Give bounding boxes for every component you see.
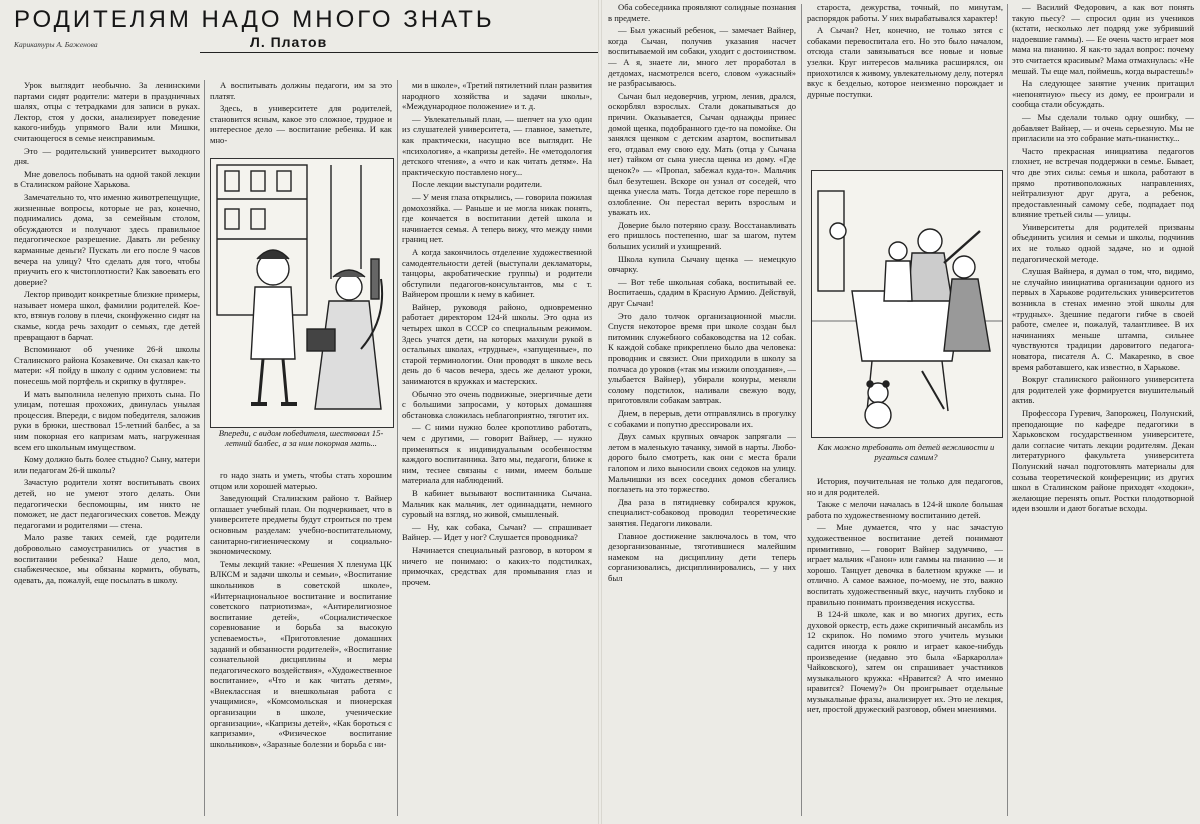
paragraph: Профессора Гуревич, Запорожец, Полунский, преподающие по кафедре педагогики в Харьковском государственном университете, дали согласие читать лекции родителям. Декан литературного факультета университета Полунский начал подготовлять материалы для созыва теоретической конференции; из других школ в Сталинском районе приходят «ходоки», желающие перенять опыт. Ростки плодотворной идеи взошли и дают богатые всходы. (1012, 407, 1194, 514)
right-page (602, 0, 1200, 824)
paragraph: Здесь, в университете для родителей, становится ясным, какое это сложное, трудное и интересное дело — воспитание ребенка. И как мно- (210, 103, 392, 145)
paragraph: Это дало толчок организационной мысли. Спустя некоторое время при школе создан был питомник служебного собаководства на 12 собак. К каждой собаке прикреплено было два человека: проводник и связист. Они приходили в школу за полчаса до уроков («так мы изжили опоздания», — улыбается Вайнер), убирали конуры, меняли солому подстилок, наливали свежую воду, приготовляли собакам завтрак. (608, 310, 796, 406)
left-page (0, 0, 598, 824)
left-column-1 (14, 80, 200, 820)
paragraph: На следующее занятие ученик притащил «непонятную» пьесу из дому, ее проиграли и сообща стали обсуждать. (1012, 78, 1194, 110)
paragraph: Урок выглядит необычно. За ленинскими партами сидят родители: матери в праздничных шалях, отцы с тетрадками для записи в руках. Лектор, стоя у доски, анализирует поведение какого-нибудь упрямого Вали или Мишки, считающегося в семье неисправимым. (14, 80, 200, 143)
paragraph: — Увлекательный план, — шепчет на ухо один из слушателей университета, — главное, заметьте, как практически, насущно все выглядит. Не «психология», а «капризы детей». Не «методология детского чтения», а «что и как читать детям». На практическую поставлено ногу... (402, 113, 592, 177)
paragraph: В кабинет вызывают воспитанника Сычана. Мальчик как мальчик, лет одиннадцати, немного суровый на взгляд, но живой, смышленый. (402, 487, 592, 520)
paragraph: Замечательно то, что именно животрепещущие, жизненные вопросы, которые не раз, конечно, поднимались дома, за семейным столом, обсуждаются и получают здесь правильное педагогическое разрешение. Давать ли ребенку карманные деньги? Пускать ли его после 9 часов вечера на улицу? Что сделать для того, чтобы приучить его к чистоплотности? Как завоевать его доверие? (14, 191, 200, 287)
right-column-3 (1012, 2, 1194, 820)
paragraph: Сычан был недоверчив, угрюм, ленив, дрался, оскорблял взрослых. Стали докапываться до причин. Оказывается, Сычан однажды принес домой щенка, подобранного где-то на помойке. Он занялся щенком с детским азартом, воспитывал его, отдавал ему свою еду. Мать (отца у Сычана нет) тайком от сына унесла щенка из дому. «Где щенок?» — «Пропал, забежал куда-то». Мальчик был безутешен. Вскоре он узнал от соседей, что щенка унесла мать. Тогда детское горе перешло в озлобление. Он перестал верить взрослым и уважать их. (608, 90, 796, 218)
right-column-2-bottom (807, 476, 1003, 820)
paragraph: Это — родительский университет выходного дня. (14, 145, 200, 167)
paragraph: Мало разве таких семей, где родители добровольно самоустранились от участия в воспитании ребенка? Наше дело, мол, снабженческое, мы обязаны кормить, обувать, одевать, да, пожалуй, еще посылать в школу. (14, 532, 200, 585)
paragraph: Также с мелочи началась в 124-й школе большая работа по художественному воспитанию детей. (807, 499, 1003, 520)
paragraph: Кому должно быть более стыдно? Сыну, матери или педагогам 26-й школы? (14, 454, 200, 475)
paragraph: — Вот тебе школьная собака, воспитывай ее. Воспитаешь, сдадим в Красную Армию. Действуй, друг Сычан! (608, 276, 796, 309)
article-title: РОДИТЕЛЯМ НАДО МНОГО ЗНАТЬ (14, 6, 495, 33)
paragraph: Университеты для родителей призваны объединить усилия и семьи и школы, подчинив их не только одной задаче, но и одной педагогической методе. (1012, 221, 1194, 264)
paragraph: — Ну, как собака, Сычан? — спрашивает Вайнер. — Идет у ног? Слушается проводника? (402, 521, 592, 543)
paragraph: Вокруг сталинского районного университета для родителей уже формируется внушительный актив. (1012, 374, 1194, 406)
paragraph: староста, дежурства, точный, по минутам, распорядок работы. У них вырабатывался характер! (807, 2, 1003, 23)
paragraph: Лектор приводит конкретные близкие примеры, называет номера школ, фамилии родителей. Кое-кто, втянув голову в плечи, сконфуженно сидят на скамье, когда речь заходит о семьях, где детей превращают в барчат. (14, 289, 200, 342)
paragraph: Школа купила Сычану щенка — немецкую овчарку. (608, 253, 796, 275)
caricature-drawing (211, 159, 393, 427)
article-author: Л. Платов (250, 34, 328, 50)
paragraph: — Мы сделали только одну ошибку, — добавляет Вайнер, — и очень серьезную. Мы не пригласили на это собрание мать-пианистку... (1012, 111, 1194, 144)
paragraph: Главное достижение заключалось в том, что дезорганизованные, тяготившиеся малейшим намеком на дисциплину дети теперь сорганизовались, дисциплинировались, — у них был (608, 530, 796, 583)
paragraph: Обычно это очень подвижные, энергичные дети с большими запросами, у которых домашняя обстановка сложилась неблагоприятно, тяготит их. (402, 388, 592, 420)
paragraph: Двух самых крупных овчарок запрягали — летом в маленькую тачанку, зимой в нарты. Любо-дорого было смотреть, как они с места брали галопом и лихо выносили своих седоков на улицу. Мальчишки из всех соседних домов сбегались поглазеть на это торжество. (608, 431, 796, 495)
paragraph: ми в школе», «Третий пятилетний план развития народного хозяйства и задачи школы», «Международное положение» и т. д. (402, 80, 592, 112)
paragraph: И мать выполнила нелепую прихоть сына. По улицам, потешая прохожих, двинулась унылая процессия. Впереди, с видом победителя, заложив руки в брюки, шествовал 15-летний балбес, а за ним покорная его капризам мать, нагруженная всем его школьным имуществом. (14, 388, 200, 452)
paragraph: Начинается специальный разговор, в котором я ничего не понимаю: о каких-то подстилках, примочках, средствах для промывания глаз и прочем. (402, 544, 592, 587)
header-rule (200, 52, 598, 53)
caricature-quarreling-family (811, 170, 1003, 438)
paragraph: — Был ужасный ребенок, — замечает Вайнер, когда Сычан, получив указания насчет воспитываемой им собаки, уходит с достоинством. — А я, знаете ли, много лет проработал в детдомах, насмотрелся всего, словом «ужасный» не разбрасываюсь. (608, 25, 796, 89)
paragraph: — Василий Федорович, а как вот понять такую пьесу? — спросил один из учеников (кстати, несколько лет подряд уже зубривший надоевшие гаммы). — Ее очень часто играет моя мама на пианино. Я как-то задал вопрос: почему это считается красивым? Мама отмахнулась: «Не мешай. Ты еще мал, поймешь, когда вырастешь!» (1012, 2, 1194, 76)
paragraph: Мне довелось побывать на одной такой лекции в Сталинском районе Харькова. (14, 168, 200, 190)
paragraph: Часто прекрасная инициатива педагогов глохнет, не встречая поддержки в семье. Бывает, что две этих силы: семья и школа, работают в прямо противоположных направлениях, нейтрализуют друг друга, а ребенок, предоставленный самому себе, подпадает под влияние третьей силы — улицы. (1012, 145, 1194, 220)
paragraph: Доверие было потеряно сразу. Восстанавливать его пришлось постепенно, шаг за шагом, путем больших усилий и ухищрений. (608, 219, 796, 252)
paragraph: — У меня глаза открылись, — говорила пожилая домохозяйка. — Раньше и не могла никак понять, где кончается в воспитании детей школа и начинается семья. А теперь вижу, что между ними границ нет. (402, 191, 592, 245)
paragraph: Слушая Вайнера, я думал о том, что, видимо, не случайно инициатива организации одного из первых в Харькове родительских университетов возникла в стенах именно этой школы для «трудных». Здешние педагоги гибче в своей работе, смелее и, пожалуй, талантливее. В их начинаниях меньше штампа, сильнее чувствуются традиции даровитого педагога-новатора, писателя А. С. Макаренко, в свое время работавшего, как известно, в Харькове. (1012, 266, 1194, 372)
paragraph: Вспоминают об ученике 26-й школы Сталинского района Козакевиче. Он сказал как-то матери: «Я пойду в школу с одним условием: ты понесешь мой портфель и скрипку в футляре». (14, 344, 200, 387)
column-rule (204, 80, 205, 816)
paragraph: Оба собеседника проявляют солидные познания в предмете. (608, 2, 796, 23)
right-column-1 (608, 2, 796, 820)
paragraph: История, поучительная не только для педагогов, но и для родителей. (807, 476, 1003, 497)
paragraph: Заведующий Сталинским районо т. Вайнер оглашает учебный план. Он подчеркивает, что в университете предметы будут строиться по трем основным разделам: учебно-воспитательному, санитарно-гигиеническому и социально-экономическому. (210, 493, 392, 557)
paragraph: Вайнер, руководя районо, одновременно работает директором 124-й школы. Это одна из четырех школ в СССР со специальным режимом. Здесь учатся дети, на которых махнули рукой в остальных школах, «трудные», «запущенные», по старой терминологии. Они проводят в школе весь день до 6 часов вечера, здесь же делают уроки, занимаются в кружках и мастерских. (402, 301, 592, 387)
paragraph: Днем, в перерыв, дети отправлялись в прогулку с собаками и попутно дрессировали их. (608, 407, 796, 429)
right-illustration-caption: Как можно требовать от детей вежливости и ругаться самим? (817, 442, 995, 462)
caricature-drawing (812, 171, 1002, 437)
paragraph: го надо знать и уметь, чтобы стать хорошим отцом или хорошей матерью. (210, 470, 392, 491)
caricature-mother-and-son (210, 158, 394, 428)
column-rule (397, 80, 398, 816)
paragraph: После лекции выступали родители. (412, 179, 543, 190)
paragraph: В 124-й школе, как и во многих других, есть духовой оркестр, есть даже скрипичный ансамбль из 12 скрипок. Но помимо этого учитель музыки садится иногда к роялю и играет какое-нибудь произведение (недавно это была «Баркаролла» Чайковского), затем он спрашивает участников музыкального кружка: «Нравится? А что именно нравится? Почему?» Он проигрывает отдельные музыкальные фразы, анализирует их. Это не лекция, нет, простой дружеский разговор, обмен мнениями. (807, 609, 1003, 715)
left-column-2-bottom (210, 470, 392, 820)
left-illustration-caption: Впереди, с видом победителя, шествовал 15-летний балбес, а за ним покорная мать... (218, 428, 384, 448)
paragraph: Два раза в пятидневку собирался кружок, специалист-собаковод проводил теоретические занятия. Педагоги ликовали. (608, 496, 796, 528)
left-column-3 (402, 80, 592, 820)
paragraph: А Сычан? Нет, конечно, не только зятся с собаками перевоспитала его. Но это было началом, отсюда стали завязываться все новые и новые узелки. Круг интересов мальчика расширялся, он приохотился к живому, увлекательному делу, потерял вкус к безделью, которое неизменно порождает и дурные поступки. (807, 25, 1003, 99)
illustration-credit: Карикатуры А. Баженова (14, 40, 98, 49)
paragraph: Зачастую родители хотят воспитывать своих детей, но не умеют этого делать. Они педагогически беспомощны, им никто не поможет, не даст педагогических советов. Между педагогами и родителями — стена. (14, 477, 200, 530)
left-column-2-top (210, 80, 392, 156)
paragraph: А когда закончилось отделение художественной самодеятельности детей (выступали декламаторы, танцоры, акробатические группы) и родители обступили педагогов-консультантов, мы с т. Вайнером прошли к нему в кабинет. (402, 246, 592, 300)
right-column-2-top (807, 2, 1003, 162)
column-rule (1007, 4, 1008, 816)
paragraph: — Мне думается, что у нас зачастую художественное воспитание детей понимают примитивно, — говорит Вайнер задумчиво, — играет мальчик «Ганон» или гаммы на пианино — и хорошо. Танцует девочка в балетном кружке — и отлично. А самое важное, по-моему, не это, важно воспитать художественный вкус, научить глубоко и правильно понимать произведения искусства. (807, 522, 1003, 607)
paragraph: — С ними нужно более кропотливо работать, чем с другими, — говорит Вайнер, — нужно применяться к индивидуальным особенностям каждого воспитанника. Зато мы, педагоги, ближе к ним, теснее связаны с ними, имеем больше материала для наблюдений. (402, 422, 592, 486)
column-rule (801, 4, 802, 816)
paragraph: А воспитывать должны педагоги, им за это платят. (210, 80, 392, 101)
paragraph: Темы лекций такие: «Решения X пленума ЦК ВЛКСМ и задачи школы и семьи», «Воспитание школьников в советской школе», «Интернациональное воспитание и воспитание советского патриотизма», «Антирелигиозное воспитание детей», «Социалистическое соревнование и борьба за высокую успеваемость», «Приготовление домашних заданий и обязанности родителей», «Воспитание сознательной дисциплины и меры педагогического воздействия», «Художественное воспитание», «Что и как читать детям», «Внеклассная и внешкольная работа с учащимися», «Комсомольская и пионерская организации в школе, ученические организации», «Капризы детей», «Как бороться с капризами», «Физическое воспитание школьников», «Заразные болезни и борьба с ни- (210, 558, 392, 749)
